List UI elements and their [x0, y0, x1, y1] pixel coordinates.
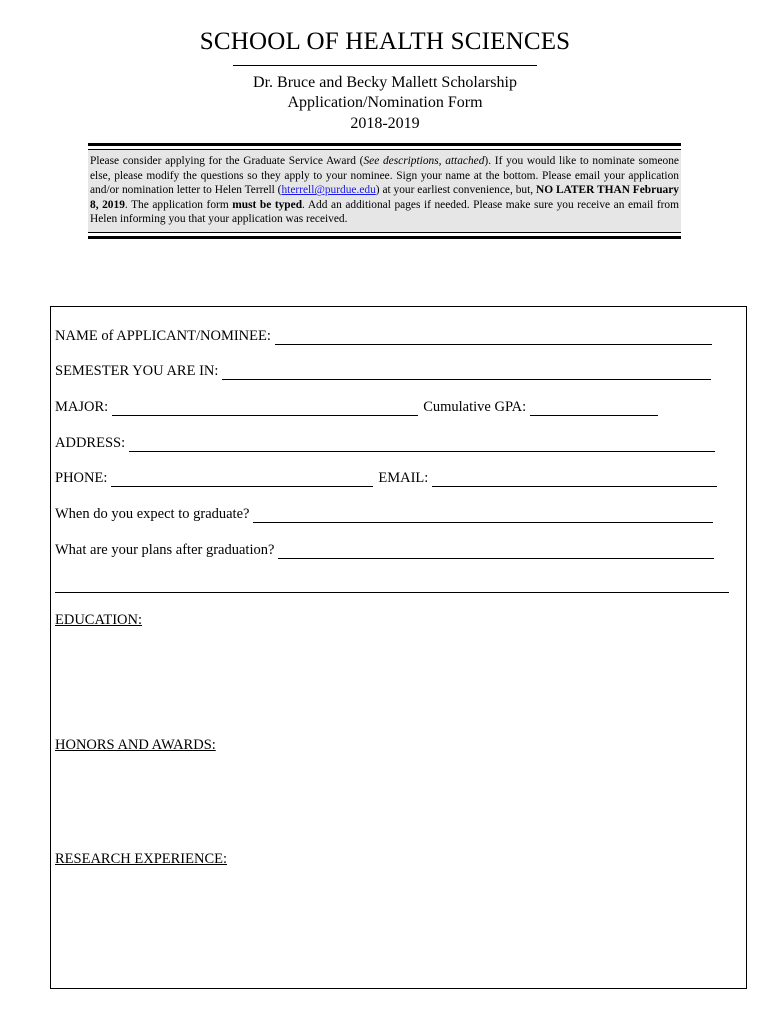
notice-part: ) at your earliest convenience, but,: [375, 184, 536, 197]
name-field[interactable]: [275, 330, 712, 345]
form-type: Application/Nomination Form: [287, 94, 483, 111]
semester-row: [55, 362, 711, 380]
plans-row: [55, 541, 714, 559]
major-label: MAJOR:: [55, 399, 109, 415]
address-label: ADDRESS:: [55, 435, 126, 451]
graduate-label: When do you expect to graduate?: [55, 506, 250, 522]
notice-part: . The application form: [124, 198, 233, 211]
major-field[interactable]: [112, 401, 418, 416]
notice-bottom-border: [88, 232, 681, 239]
semester-label: SEMESTER YOU ARE IN:: [55, 363, 219, 379]
education-heading: EDUCATION:: [55, 612, 142, 628]
email-link[interactable]: hterrell@purdue.edu: [281, 184, 376, 197]
application-form: [50, 306, 747, 989]
contact-row: [55, 469, 717, 487]
notice-part: Please consider applying for the Graduate Service Award (: [90, 155, 364, 167]
scholarship-name: Dr. Bruce and Becky Mallett Scholarship: [253, 74, 517, 91]
deadline-text: NO LATER THAN February 8, 2019: [90, 184, 679, 211]
email-label: EMAIL:: [378, 470, 429, 486]
honors-heading: HONORS AND AWARDS:: [55, 737, 216, 753]
notice-text: [88, 150, 681, 232]
graduate-row: [55, 505, 713, 523]
title-underline: [233, 65, 537, 66]
plans-field[interactable]: [278, 544, 714, 559]
address-row: [55, 434, 715, 452]
phone-label: PHONE:: [55, 470, 108, 486]
notice-top-border: [88, 143, 681, 150]
email-field[interactable]: [432, 472, 717, 487]
plans-field-continued[interactable]: [55, 592, 729, 593]
research-heading: RESEARCH EXPERIENCE:: [55, 851, 227, 867]
plans-label: What are your plans after graduation?: [55, 542, 275, 558]
name-row: [55, 327, 712, 345]
name-label: NAME of APPLICANT/NOMINEE:: [55, 328, 271, 344]
address-field[interactable]: [129, 437, 715, 452]
page-title: SCHOOL OF HEALTH SCIENCES: [199, 28, 571, 55]
semester-field[interactable]: [222, 365, 711, 380]
gpa-field[interactable]: [530, 401, 658, 416]
phone-field[interactable]: [111, 472, 373, 487]
academic-year: 2018-2019: [350, 115, 420, 132]
notice-part: . Add an additional pages if needed. Please make sure you receive an email from Helen informing you that your application was received.: [90, 198, 679, 226]
gpa-label: Cumulative GPA:: [423, 399, 527, 415]
notice-italic: See descriptions, attached: [363, 155, 485, 167]
notice-box: [88, 143, 681, 239]
graduate-field[interactable]: [253, 508, 713, 523]
major-row: [55, 398, 658, 416]
typed-requirement: must be typed: [232, 198, 303, 211]
notice-part: ). If you would like to nominate someone else, please modify the questions so they apply to your nominee. Sign your name at the bottom. Please email your application and/or nomination letter to Helen Terrell (: [90, 155, 679, 197]
